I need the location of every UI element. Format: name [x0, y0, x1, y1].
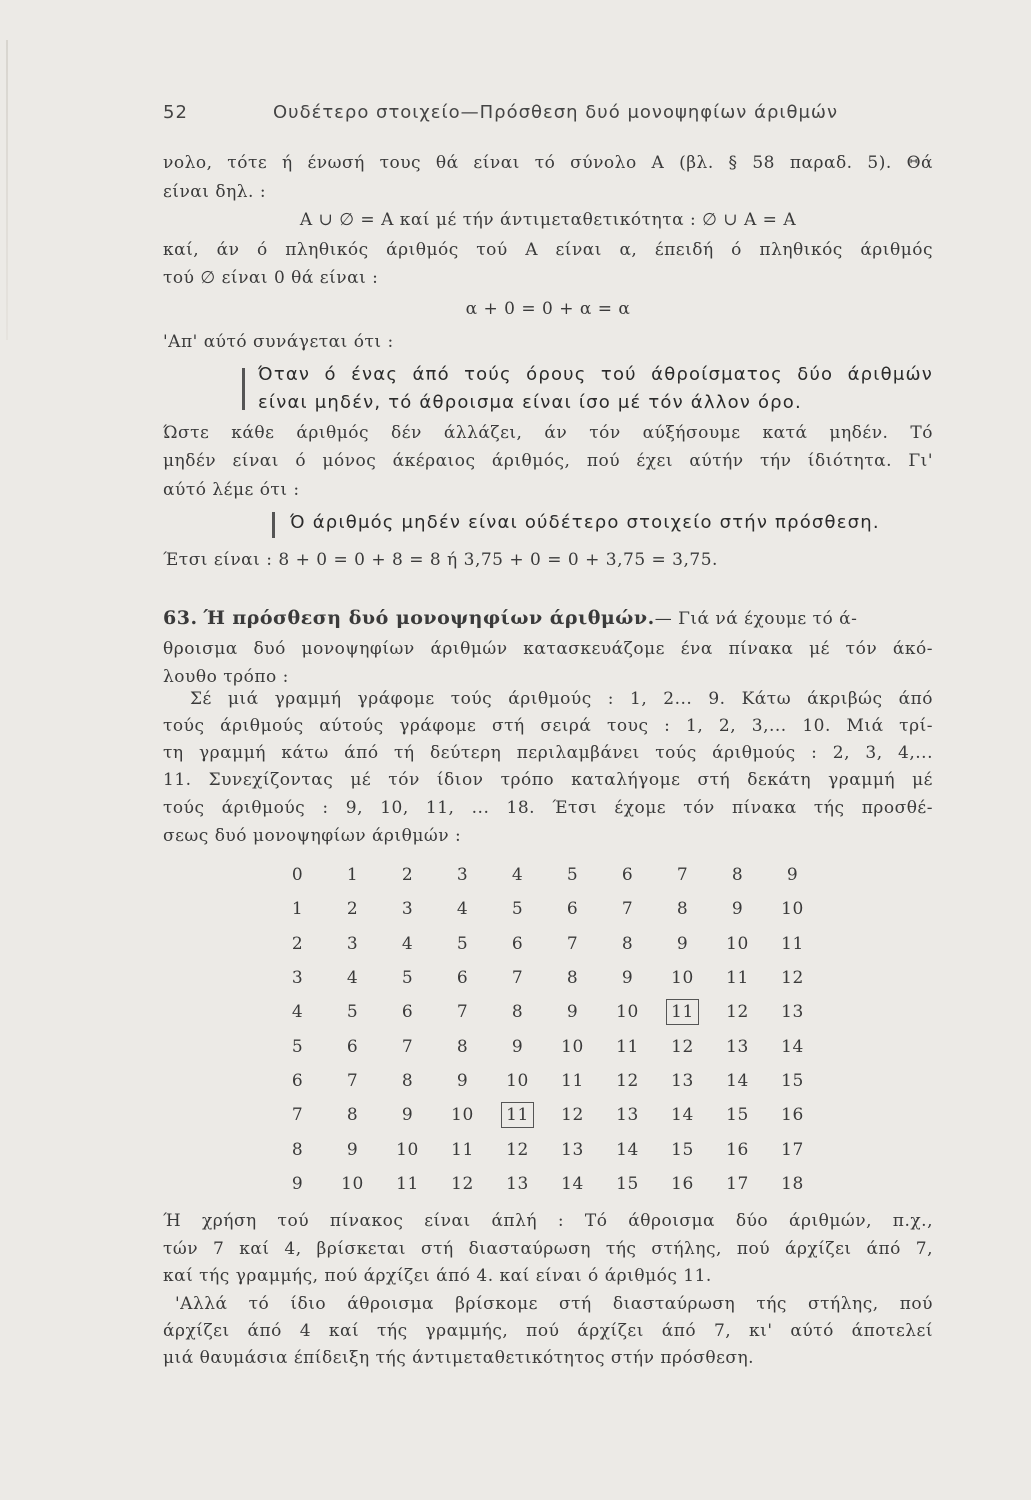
- body-line: τούς άριθμούς : 9, 10, 11, ... 18. Έτσι έχομε τόν πίνακα τής προσθέ-: [163, 798, 933, 818]
- table-cell: 8: [401, 1070, 414, 1091]
- table-cell: 8: [566, 968, 579, 989]
- table-cell: 13: [506, 1173, 529, 1194]
- table-row: [270, 1064, 820, 1098]
- table-cell: 16: [671, 1173, 694, 1194]
- table-cell: 12: [451, 1173, 474, 1194]
- section-intro: — Γιά νά έχουμε τό ά-: [654, 609, 858, 629]
- table-row: [270, 892, 820, 926]
- table-cell: 15: [726, 1105, 749, 1126]
- body-line: Ώστε κάθε άριθμός δέν άλλάζει, άν τόν αύξήσουμε κατά μηδέν. Τό: [163, 423, 933, 443]
- table-cell: 17: [781, 1139, 804, 1160]
- table-cell: 11: [451, 1139, 474, 1160]
- table-cell: 14: [781, 1036, 804, 1057]
- table-cell: 10: [506, 1070, 529, 1091]
- table-cell: 10: [341, 1173, 364, 1194]
- rule-marker: [272, 512, 275, 538]
- table-cell: 6: [291, 1070, 304, 1091]
- body-line: Σέ μιά γραμμή γράφομε τούς άριθμούς : 1, 2... 9. Κάτω άκριβώς άπό: [190, 689, 933, 709]
- table-cell: 9: [291, 1173, 304, 1194]
- running-header: [163, 102, 838, 123]
- table-cell: 10: [561, 1036, 584, 1057]
- table-cell: 10: [616, 1002, 639, 1023]
- table-cell: 9: [456, 1070, 469, 1091]
- table-cell: 9: [676, 933, 689, 954]
- table-cell: 13: [616, 1105, 639, 1126]
- table-cell: 5: [291, 1036, 304, 1057]
- body-line: είναι δηλ. :: [163, 182, 267, 202]
- table-cell: 15: [671, 1139, 694, 1160]
- body-line: μηδέν είναι ό μόνος άκέραιος άριθμός, πού έχει αύτήν τήν ίδιότητα. Γι': [163, 451, 933, 471]
- table-cell: 7: [676, 865, 689, 886]
- table-cell: 6: [346, 1036, 359, 1057]
- table-cell: 4: [346, 968, 359, 989]
- page-edge-shadow: [6, 40, 8, 340]
- table-cell: 10: [726, 933, 749, 954]
- table-cell: 5: [566, 865, 579, 886]
- table-row: [270, 995, 820, 1029]
- table-cell: 13: [561, 1139, 584, 1160]
- table-cell: 17: [726, 1173, 749, 1194]
- body-line: τη γραμμή κάτω άπό τή δεύτερη περιλαμβάνει τούς άριθμούς : 2, 3, 4,...: [163, 743, 933, 763]
- table-cell: 9: [511, 1036, 524, 1057]
- table-cell: 8: [621, 933, 634, 954]
- table-cell: 7: [291, 1105, 304, 1126]
- section-title: Ή πρόσθεση δυό μονοψηφίων άριθμών.: [203, 607, 655, 629]
- section-heading-line: [163, 609, 933, 628]
- table-cell: 8: [511, 1002, 524, 1023]
- table-cell: 8: [346, 1105, 359, 1126]
- table-cell: 11: [616, 1036, 639, 1057]
- table-cell: 11: [561, 1070, 584, 1091]
- table-cell: 1: [291, 899, 304, 920]
- table-cell: 6: [511, 933, 524, 954]
- page-number: 52: [163, 102, 188, 123]
- table-cell: 5: [401, 968, 414, 989]
- table-cell: 6: [456, 968, 469, 989]
- table-cell: 7: [401, 1036, 414, 1057]
- table-cell: 6: [621, 865, 634, 886]
- table-cell: 16: [781, 1105, 804, 1126]
- table-cell: 14: [726, 1070, 749, 1091]
- highlighted-sum: 11: [666, 999, 699, 1025]
- table-cell: 10: [451, 1105, 474, 1126]
- body-line: αύτό λέμε ότι :: [163, 480, 300, 500]
- table-cell: 11: [396, 1173, 419, 1194]
- table-cell: 11: [726, 968, 749, 989]
- table-cell: 18: [781, 1173, 804, 1194]
- table-cell: [655, 995, 710, 1029]
- body-line: λουθο τρόπο :: [163, 667, 289, 687]
- body-line: τού ∅ είναι 0 θά είναι :: [163, 268, 379, 288]
- table-cell: 5: [511, 899, 524, 920]
- table-cell: 3: [456, 865, 469, 886]
- table-cell: 12: [506, 1139, 529, 1160]
- table-cell: 4: [456, 899, 469, 920]
- table-cell: 4: [291, 1002, 304, 1023]
- table-cell: 9: [731, 899, 744, 920]
- body-line: 'Απ' αύτό συνάγεται ότι :: [163, 332, 394, 352]
- table-row: [270, 1132, 820, 1166]
- table-cell: 12: [781, 968, 804, 989]
- table-cell: 10: [396, 1139, 419, 1160]
- example-line: Έτσι είναι : 8 + 0 = 0 + 8 = 8 ή 3,75 + 0 = 0 + 3,75 = 3,75.: [163, 550, 718, 570]
- table-cell: 13: [781, 1002, 804, 1023]
- table-cell: 14: [561, 1173, 584, 1194]
- table-cell: 5: [346, 1002, 359, 1023]
- table-cell: 14: [671, 1105, 694, 1126]
- table-cell: 4: [511, 865, 524, 886]
- table-cell: [490, 1098, 545, 1132]
- table-cell: 2: [401, 865, 414, 886]
- table-cell: 6: [401, 1002, 414, 1023]
- table-cell: 9: [401, 1105, 414, 1126]
- rule-text: είναι μηδέν, τό άθροισμα είναι ίσο μέ τόν άλλον όρο.: [258, 392, 802, 413]
- body-line: 11. Συνεχίζοντας μέ τόν ίδιον τρόπο καταλήγομε στή δεκάτη γραμμή μέ: [163, 770, 933, 790]
- table-cell: 13: [726, 1036, 749, 1057]
- table-row: [270, 1167, 820, 1201]
- table-cell: 15: [781, 1070, 804, 1091]
- body-line: 'Αλλά τό ίδιο άθροισμα βρίσκομε στή διασταύρωση τής στήλης, πού: [175, 1294, 933, 1314]
- running-title: Ουδέτερο στοιχείο—Πρόσθεση δυό μονοψηφίων άριθμών: [273, 102, 839, 123]
- table-cell: 2: [291, 933, 304, 954]
- body-line: νολο, τότε ή ένωσή τους θά είναι τό σύνολο Α (βλ. § 58 παραδ. 5). Θά: [163, 153, 933, 173]
- table-cell: 12: [726, 1002, 749, 1023]
- table-cell: 4: [401, 933, 414, 954]
- table-cell: 9: [566, 1002, 579, 1023]
- addition-table: [270, 858, 820, 1201]
- table-cell: 9: [346, 1139, 359, 1160]
- table-cell: 8: [676, 899, 689, 920]
- table-cell: 12: [561, 1105, 584, 1126]
- table-cell: 14: [616, 1139, 639, 1160]
- table-cell: 9: [786, 865, 799, 886]
- table-cell: 3: [401, 899, 414, 920]
- table-cell: 8: [291, 1139, 304, 1160]
- table-cell: 12: [671, 1036, 694, 1057]
- table-cell: 10: [671, 968, 694, 989]
- table-cell: 8: [731, 865, 744, 886]
- table-row: [270, 1029, 820, 1063]
- rule-text: Ό άριθμός μηδέν είναι ούδέτερο στοιχείο στήν πρόσθεση.: [290, 512, 880, 533]
- table-row: [270, 961, 820, 995]
- table-cell: 1: [346, 865, 359, 886]
- table-cell: 3: [291, 968, 304, 989]
- table-cell: 6: [566, 899, 579, 920]
- table-row: [270, 858, 820, 892]
- table-cell: 5: [456, 933, 469, 954]
- table-cell: 15: [616, 1173, 639, 1194]
- body-line: άρχίζει άπό 4 καί τής γραμμής, πού άρχίζει άπό 7, κι' αύτό άποτελεί: [163, 1321, 933, 1341]
- body-line: καί τής γραμμής, πού άρχίζει άπό 4. καί είναι ό άριθμός 11.: [163, 1266, 712, 1286]
- table-cell: 2: [346, 899, 359, 920]
- body-line: Ή χρήση τού πίνακος είναι άπλή : Τό άθροισμα δύο άριθμών, π.χ.,: [163, 1211, 933, 1231]
- table-cell: 7: [566, 933, 579, 954]
- table-cell: 10: [781, 899, 804, 920]
- table-row: [270, 1098, 820, 1132]
- body-line: καί, άν ό πληθικός άριθμός τού Α είναι α, έπειδή ό πληθικός άριθμός: [163, 240, 933, 260]
- table-cell: 11: [781, 933, 804, 954]
- table-cell: 16: [726, 1139, 749, 1160]
- table-cell: 9: [621, 968, 634, 989]
- table-cell: 7: [456, 1002, 469, 1023]
- body-line: τών 7 καί 4, βρίσκεται στή διασταύρωση τής στήλης, πού άρχίζει άπό 7,: [163, 1239, 933, 1259]
- rule-marker: [242, 368, 245, 410]
- set-formula: Α ∪ ∅ = Α καί μέ τήν άντιμεταθετικότητα : ∅ ∪ Α = Α: [299, 210, 797, 230]
- body-line: θροισμα δυό μονοψηφίων άριθμών κατασκευάζομε ένα πίνακα μέ τόν άκό-: [163, 639, 933, 659]
- body-line: σεως δυό μονοψηφίων άριθμών :: [163, 826, 462, 846]
- table-cell: 8: [456, 1036, 469, 1057]
- table-cell: 3: [346, 933, 359, 954]
- body-line: τούς άριθμούς αύτούς γράφομε στή σειρά τους : 1, 2, 3,... 10. Μιά τρί-: [163, 716, 933, 736]
- highlighted-sum: 11: [501, 1102, 534, 1128]
- table-cell: 7: [621, 899, 634, 920]
- section-number: 63.: [163, 607, 198, 629]
- table-cell: 7: [511, 968, 524, 989]
- table-cell: 13: [671, 1070, 694, 1091]
- table-cell: 7: [346, 1070, 359, 1091]
- zero-formula: α + 0 = 0 + α = α: [465, 299, 631, 319]
- body-line: μιά θαυμάσια έπίδειξη τής άντιμεταθετικότητος στήν πρόσθεση.: [163, 1348, 755, 1368]
- rule-text: Όταν ό ένας άπό τούς όρους τού άθροίσματος δύο άριθμών: [258, 364, 933, 385]
- table-cell: 12: [616, 1070, 639, 1091]
- table-cell: 0: [291, 865, 304, 886]
- table-row: [270, 927, 820, 961]
